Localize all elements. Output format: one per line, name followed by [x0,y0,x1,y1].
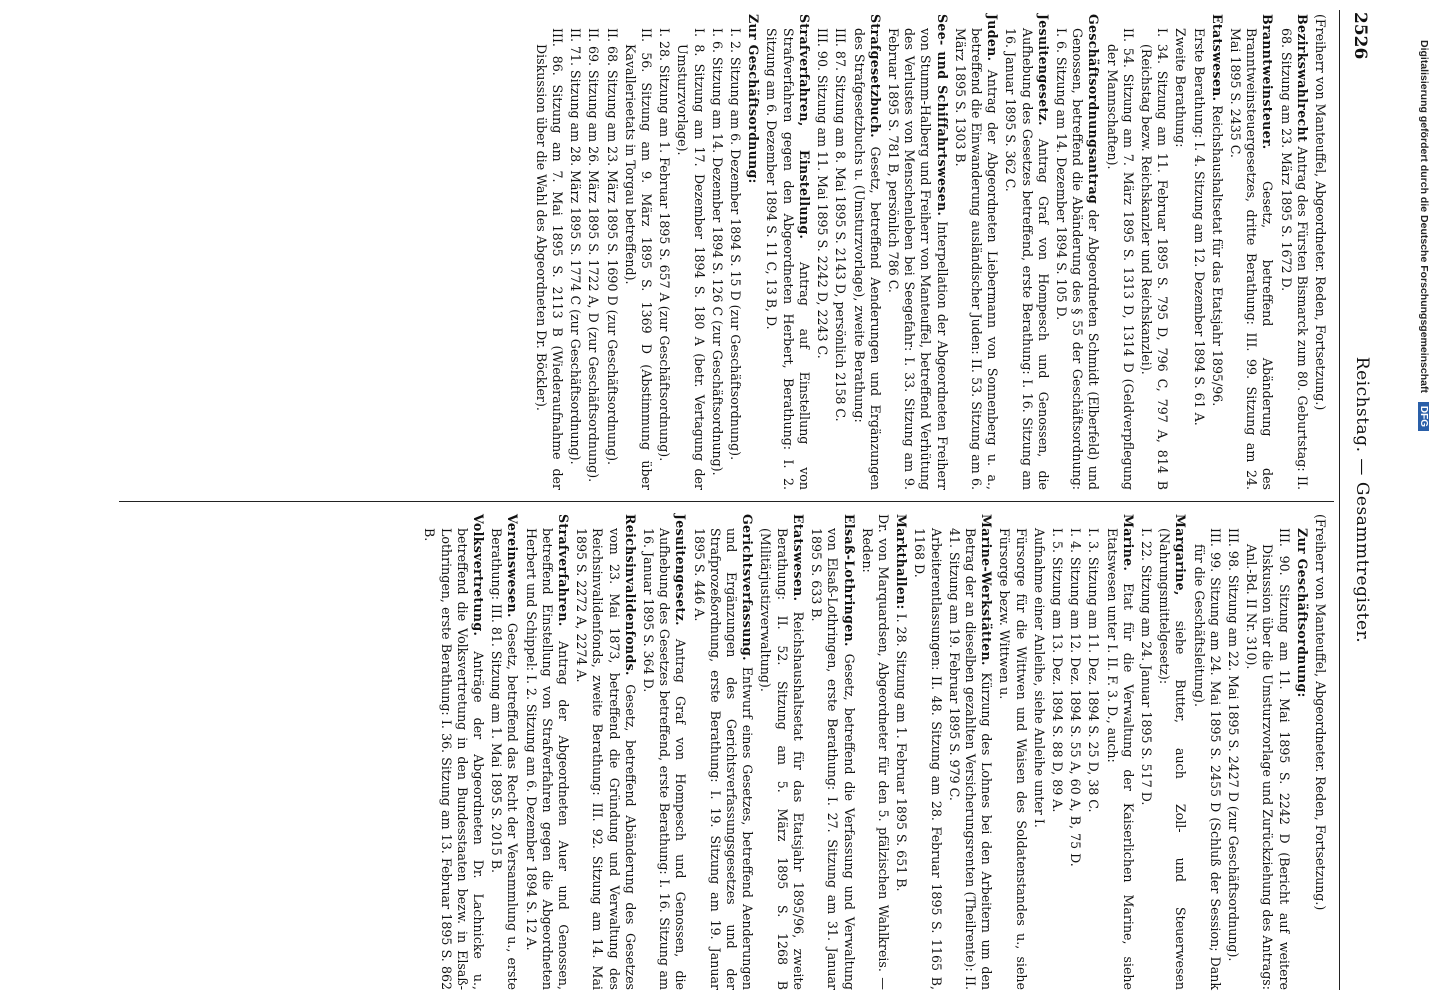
index-entry [814,14,830,490]
entry-keyword: Jesuitengesetz. [1035,14,1051,126]
entry-text: Kürzung des Lohnes bei den Arbeitern um den Betrag der an dieselben gezahlten Versicherungsrenten (Theilrente): II. 41. Sitzung am 19. Februar 1895 S. 979 C. [946,528,995,990]
index-entry [603,14,619,490]
index-entry [850,14,882,490]
entry-text: I. 28. Sitzung am 1. Februar 1895 S. 651 B. [894,609,910,892]
index-entry [1103,514,1135,990]
entry-text: III. 90. Sitzung am 11. Mai 1895 S. 2242 D, 2243 C. [815,28,831,359]
entry-keyword: Strafgesetzbuch. [867,14,883,138]
entry-text: II. 69. Sitzung am 26. März 1895 S. 1722 A, D (zur Geschäftsordnung). [586,28,602,483]
entry-keyword: Volksvertretung. [471,514,487,637]
entry-text: III. 90. Sitzung am 11. Mai 1895 S. 2242 D (Bericht auf weitere Diskussion über die Umsturzvorlage und Zurückziehung des Antrags: Anl.-Bd. II Nr. 310). [1244,528,1292,990]
entry-keyword: Marine-Werkstätten. [979,514,995,666]
page-number: 2526 [1350,12,1370,60]
index-entry [996,514,1028,990]
entry-text: Reichshaushaltsetat für das Etatsjahr 1895/96, zweite Berathung: II. 52. Sitzung am 5. März 1895 S. 1268 B (Militärjustizverwaltung). [758,528,806,990]
entry-text: III. 99. Sitzung am 24. Mai 1895 S. 2455 D (Schluß der Session; Dank für die Geschäftsleitung). [1191,528,1223,990]
index-entry [1190,514,1222,990]
index-entry [1172,14,1188,490]
entry-text: Antrag der Abgeordneten Liebermann von Sonnenberg u. a., betreffend die Einwanderung ausländischer Juden: II. 53. Sitzung am 6. März 1895 S. 1303 B. [952,28,1001,490]
index-entry [745,14,761,490]
entry-text: Gesetz, betreffend Aenderungen und Ergänzungen des Strafgesetzbuchs u. (Umsturzvorlage), zweite Berathung: [851,28,883,490]
entry-text: Zweite Berathung: [1173,28,1189,148]
left-column [531,14,1328,490]
entry-text: Gesetz, betreffend Abänderung des Branntweinsteuergesetzes, dritte Berathung: III. 99. Sitzung am 24. Mai 1895 S. 2435 C. [1227,28,1276,490]
entry-keyword: Marine. [1120,514,1136,572]
index-entry [1085,514,1101,990]
dfg-logo: DFG [1418,402,1429,431]
entry-text: II. 54. Sitzung am 7. März 1895 S. 1313 D, 1314 D (Geldverpflegung der Mannschaften). [1104,28,1136,490]
entry-keyword: Reichsinvalidenfonds. [622,514,638,676]
index-entry [690,514,755,990]
entry-text: Antrag Graf von Hompesch und Genossen, die Aufhebung des Gesetzes betreffend, erste Berathung: I. 16. Sitzung am 16. Januar 1895 S. 362 C. [1003,28,1051,490]
entry-text: Antrag auf Einstellung von Strafverfahren gegen den Abgeordneten Herbert, Berathung: I. 2. Sitzung am 6. Dezember 1894 S. 11 C, 13 B, D. [764,28,812,490]
index-entry [674,14,706,490]
index-entry [622,14,654,490]
entry-text: Aufnahme einer Anleihe, siehe Anleihe unter I. [1031,528,1047,828]
entry-keyword: Etatswesen. [1209,14,1225,102]
entry-text: (Freiherr von Manteuffel, Abgeordneter. Reden, Fortsetzung.) [1313,514,1328,911]
index-entry [1277,14,1309,490]
entry-text: I. 3. Sitzung am 11. Dez. 1894 S. 25 D, 38 C. [1086,528,1102,813]
entry-keyword: Branntweinsteuer. [1260,14,1276,150]
entry-text: Antrag des Fürsten Bismarck zum 80. Geburtstag: II. 68. Sitzung am 23. März 1895 S. 1672 D. [1278,28,1310,490]
entry-keyword: Strafverfahren, Einstellung. [796,14,812,240]
index-entry [533,14,565,490]
index-entry [640,514,689,990]
index-entry [952,14,1001,490]
entry-text: Gesetz, betreffend Abänderung des Gesetzes vom 23. Mai 1873, betreffend die Gründung und Verwaltung des Reichsinvalidenfonds, zweite Berathung: III. 92. Sitzung am 14. Mai 1895 S. 2272 A, 2274 A. [574,528,638,990]
index-entry [885,14,950,490]
entry-text: II. 71. Sitzung am 28. März 1895 S. 1774 C (zur Geschäftsordnung). [568,28,584,465]
index-entry [1053,14,1102,490]
index-entry [488,514,520,990]
entry-keyword: Juden. [985,14,1001,62]
entry-text: Antrag der Abgeordneten Auer und Genossen, betreffend Einstellung von Strafverfahren gegen die Abgeordneten Herbert und Schippel: I. 2. Sitzung am 6. Dezember 1894 S. 12 A. [523,528,572,990]
index-entry [522,514,571,990]
index-entry [893,514,909,990]
entry-text: II. 56. Sitzung am 9. März 1895 S. 1369 D (Abstimmung über Kavallerieetats in Torgau betreffend). [622,28,655,490]
index-entry [808,514,857,990]
index-entry [1067,514,1083,990]
index-entry [1225,514,1241,990]
running-head: Reichstag. — Gesammtregister. [1352,356,1372,644]
entry-text: I. 4. Sitzung am 12. Dez. 1894 S. 55 A, 60 A, B, 75 D. [1068,528,1084,867]
entry-text: I. 2. Sitzung am 6. Dezember 1894 S. 15 D (zur Geschäftsordnung). [728,28,744,461]
entry-keyword: Margarine, [1173,514,1189,596]
entry-text: Gesetz, betreffend das Recht der Versammlung u., erste Berathung: III. 81. Sitzung am 1. Mai 1895 S. 2015 B. [489,528,521,990]
index-entry [1227,14,1276,490]
index-entry [727,14,743,490]
index-entry [1031,514,1047,990]
side-bar-text: Digitalisierung gefördert durch die Deutsche Forschungsgemeinschaft [1418,40,1430,393]
entry-text: I. 6. Sitzung am 14. Dezember 1894 S. 126 C (zur Geschäftsordnung). [709,28,725,476]
entry-text: (Freiherr von Manteuffel, Abgeordneter. Reden, Fortsetzung.) [1313,14,1328,411]
index-entry [1294,514,1310,990]
index-entry [709,14,725,490]
entry-keyword: Vereinswesen. [505,514,521,618]
entry-keyword: Etatswesen. [790,514,806,602]
entry-text: Reichshaushaltsetat für das Etatsjahr 1895/96. [1209,101,1225,407]
index-entry [859,514,891,990]
entry-keyword: Gerichtsverfassung. [740,514,756,661]
entry-text: Etat für die Verwaltung der Kaiserlichen Marine, siehe Etatswesen unter I. II. F. 3. D., auch: [1104,528,1136,990]
entry-text: I. 28. Sitzung am 1. Februar 1895 S. 657 A (zur Geschäftsordnung). [657,28,673,462]
entry-text: II. 68. Sitzung am 23. März 1895 S. 1690 D (zur Geschäftsordnung). [604,28,620,466]
index-entry [946,514,995,990]
entry-text: Entwurf eines Gesetzes, betreffend Aenderungen und Ergänzungen des Gerichtsverfassungsgesetzes und der Strafprozeßordnung, erste Berathung: I. 19. Sitzung am 19. Januar 1895 S. 446 A. [691,528,756,990]
entry-keyword: Zur Geschäftsordnung: [1294,528,1310,698]
entry-text: Anträge der Abgeordneten Dr. Lachnicke u., betreffend die Volksvertretung in den Bundesstaaten bezw. in Elsaß-Lothringen, erste Berathung: I. 36. Sitzung am 13. Februar 1895 S. 862 B. [422,528,487,990]
entry-text: Arbeiterentlassungen: II. 48. Sitzung am 28. Februar 1895 S. 1165 B, 1168 D. [912,528,944,990]
index-entry [1138,514,1154,990]
entry-text: Antrag Graf von Hompesch und Genossen, die Aufhebung des Gesetzes betreffend, erste Berathung: I. 16. Sitzung am 16. Januar 1895 S. 364 D. [641,528,689,990]
entry-keyword: Elsaß-Lothringen. [841,514,857,647]
index-entry [757,514,806,990]
entry-keyword: Zur Geschäftsordnung: [746,14,762,184]
entry-keyword: See- und Schiffahrtswesen. [934,14,950,217]
index-entry [763,14,812,490]
entry-text: III. 98. Sitzung am 22. Mai 1895 S. 2427 D (zur Geschäftsordnung). [1225,528,1241,962]
entry-keyword: Geschäftsordnungsantrag [1086,14,1102,205]
index-entry [1243,514,1292,990]
entry-text: Interpellation der Abgeordneten Freiherr von Stumm-Halberg und Freiherr von Manteuffel, betreffend Verhütung des Verlustes von Menschenleben bei Seegefahr: I. 33. Sitzung am 9. Februar 1895 S. 781 B, persönlich 786 C. [885,28,950,490]
index-entry [1209,14,1225,490]
index-entry [1002,14,1051,490]
header-rule [1339,10,1340,990]
entry-text: I. 8. Sitzung am 17. Dezember 1894 S. 180 A (betr. Vertagung der Umsturzvorlage). [675,28,707,490]
index-entry [573,514,638,990]
index-entry [1312,514,1328,990]
right-column [419,514,1328,990]
entry-text: Gesetz, betreffend die Verfassung und Verwaltung von Elsaß-Lothringen, erste Berathung: I. 27. Sitzung am 31. Januar 1895 S. 633 B. [809,528,857,990]
entry-text: I. 22. Sitzung am 24. Januar 1895 S. 517 D. [1138,528,1154,806]
index-entry [1190,14,1206,490]
entry-text: I. 34. Sitzung am 11. Februar 1895 S. 795 D, 796 C, 797 A, 814 B (Reichstag bezw. Reichskanzler und Reichskanzlei). [1138,28,1171,490]
index-entry [1312,14,1328,490]
index-entry [421,514,486,990]
entry-text: III. 87. Sitzung am 8. Mai 1895 S. 2143 D, persönlich 2158 C. [833,28,849,422]
index-entry [1049,514,1065,990]
entry-keyword: Markthallen: [894,514,910,610]
index-entry [656,14,672,490]
entry-text: Fürsorge für die Wittwen und Waisen des Soldatenstandes u., siehe Fürsorge bezw. Wittwen u. [997,528,1029,990]
index-entry [585,14,601,490]
entry-text: Dr. von Marquardsen, Abgeordneter für den 5. pfälzischen Wahlkreis. — Reden: [859,514,891,990]
entry-text: III. 86. Sitzung am 7. Mai 1895 S. 2113 B (Wiederaufnahme der Diskussion über die Wahl des Abgeordneten Dr. Böckler). [533,28,566,490]
entry-text: der Abgeordneten Schmidt (Elberfeld) und Genossen, betreffend die Abänderung des § 55 der Geschäftsordnung: I. 6. Sitzung am 14. Dezember 1894 S. 105 D. [1053,28,1102,490]
index-entry [832,14,848,490]
column-divider [119,501,1334,502]
index-entry [911,514,943,990]
index-entry [567,14,583,490]
entry-keyword: Strafverfahren. [556,514,572,627]
index-entry [1156,514,1188,990]
entry-keyword: Jesuitengesetz. [673,514,689,626]
index-entry [1103,14,1135,490]
entry-text: siehe Butter, auch Zoll- und Steuerwesen (Nahrungsmittelgesetz): [1157,528,1189,990]
entry-text: Erste Berathung: I. 4. Sitzung am 12. Dezember 1894 S. 61 A. [1191,28,1207,426]
entry-text: I. 5. Sitzung am 13. Dez. 1894 S. 88 D, 89 A. [1049,528,1065,813]
side-bar [1412,0,1432,1000]
entry-keyword: Bezirkswahlrecht [1294,14,1310,143]
index-entry [1138,14,1170,490]
